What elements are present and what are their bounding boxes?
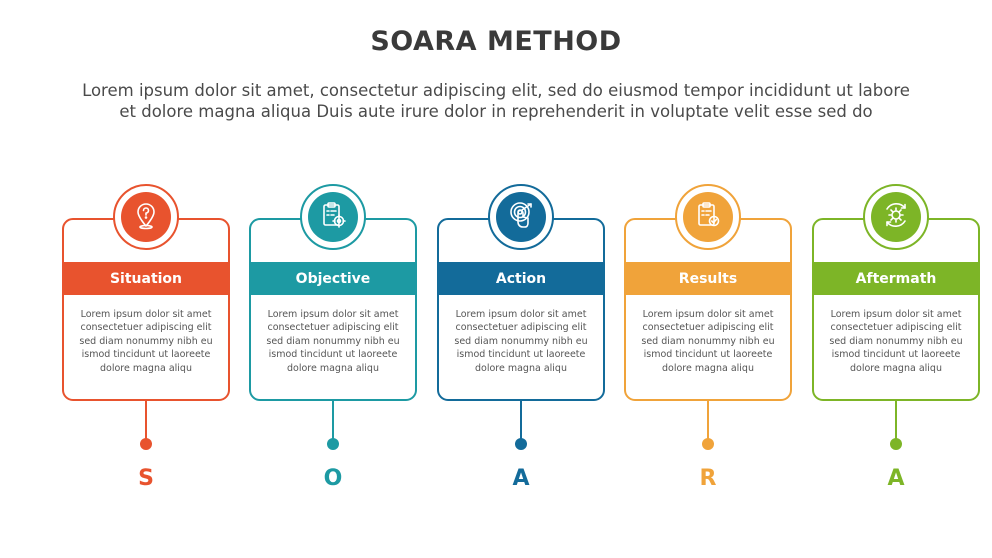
step-label: Action bbox=[437, 262, 605, 295]
clipboard-target-icon bbox=[318, 200, 348, 234]
step-description: Lorem ipsum dolor sit amet consectetuer adipiscing elit sed diam nonummy nibh eu ismod tincidunt ut laoreete dolore magna aliqu bbox=[641, 309, 775, 374]
step-results bbox=[624, 180, 792, 500]
icon-badge bbox=[308, 192, 358, 242]
connector-line bbox=[332, 400, 334, 440]
gear-cycle-icon bbox=[881, 200, 911, 234]
step-description: Lorem ipsum dolor sit amet consectetuer adipiscing elit sed diam nonummy nibh eu ismod tincidunt ut laoreete dolore magna aliqu bbox=[454, 309, 588, 374]
step-label: Aftermath bbox=[812, 262, 980, 295]
icon-ring bbox=[863, 184, 929, 250]
diagram-subtitle bbox=[0, 80, 992, 122]
connector-dot bbox=[327, 438, 339, 450]
step-objective bbox=[249, 180, 417, 500]
step-label: Situation bbox=[62, 262, 230, 295]
step-letter: A bbox=[887, 466, 905, 491]
icon-ring bbox=[488, 184, 554, 250]
step-description: Lorem ipsum dolor sit amet consectetuer adipiscing elit sed diam nonummy nibh eu ismod tincidunt ut laoreete dolore magna aliqu bbox=[829, 309, 963, 374]
icon-badge bbox=[496, 192, 546, 242]
step-label: Objective bbox=[249, 262, 417, 295]
subtitle-line-2: et dolore magna aliqua Duis aute irure dolor in reprehenderit in voluptate velit esse sed do bbox=[119, 102, 873, 121]
subtitle-line-1: Lorem ipsum dolor sit amet, consectetur adipiscing elit, sed do eiusmod tempor incididunt ut labore bbox=[82, 81, 910, 100]
connector-line bbox=[895, 400, 897, 440]
connector-dot bbox=[890, 438, 902, 450]
icon-badge bbox=[683, 192, 733, 242]
step-description: Lorem ipsum dolor sit amet consectetuer adipiscing elit sed diam nonummy nibh eu ismod tincidunt ut laoreete dolore magna aliqu bbox=[266, 309, 400, 374]
step-letter: R bbox=[699, 466, 717, 491]
connector-dot bbox=[702, 438, 714, 450]
step-description: Lorem ipsum dolor sit amet consectetuer adipiscing elit sed diam nonummy nibh eu ismod tincidunt ut laoreete dolore magna aliqu bbox=[79, 309, 213, 374]
step-letter: S bbox=[138, 466, 154, 491]
connector-line bbox=[145, 400, 147, 440]
connector-dot bbox=[140, 438, 152, 450]
clipboard-check-icon bbox=[693, 200, 723, 234]
icon-ring bbox=[113, 184, 179, 250]
step-letter: O bbox=[323, 466, 343, 491]
step-letter: A bbox=[512, 466, 530, 491]
connector-line bbox=[707, 400, 709, 440]
icon-badge bbox=[121, 192, 171, 242]
step-action bbox=[437, 180, 605, 500]
step-situation bbox=[62, 180, 230, 500]
icon-ring bbox=[300, 184, 366, 250]
connector-dot bbox=[515, 438, 527, 450]
diagram-title: SOARA METHOD bbox=[370, 26, 622, 57]
icon-badge bbox=[871, 192, 921, 242]
icon-ring bbox=[675, 184, 741, 250]
hand-target-icon bbox=[506, 200, 536, 234]
step-label: Results bbox=[624, 262, 792, 295]
connector-line bbox=[520, 400, 522, 440]
step-aftermath bbox=[812, 180, 980, 500]
location-question-icon bbox=[131, 200, 161, 234]
